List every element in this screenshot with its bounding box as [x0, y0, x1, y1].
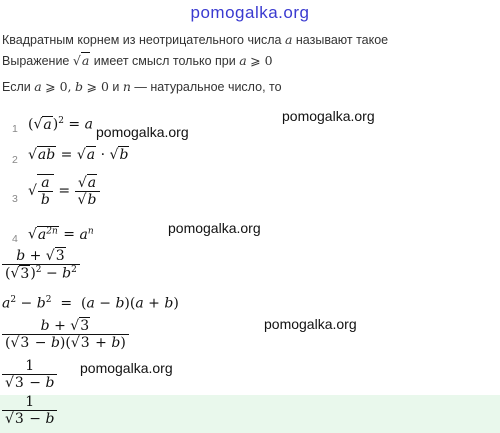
property-number: 2 — [12, 154, 18, 166]
answer-highlight — [0, 395, 500, 433]
expression-4: $\frac{1}{√3 - b}$ — [2, 358, 57, 391]
watermark: pomogalka.org — [168, 220, 261, 236]
watermark: pomogalka.org — [264, 316, 357, 332]
watermark: pomogalka.org — [282, 108, 375, 124]
site-title[interactable]: pomogalka.org — [190, 3, 310, 22]
definition-line-1: Квадратным корнем из неотрицательного числа a называют такое — [2, 32, 389, 47]
expression-3: $\frac{b + √3}{(√3 - b)(√3 + b)}$ — [2, 318, 129, 351]
definition-line-2: Выражение √a имеет смысл только при a ⩾ 0 — [2, 53, 273, 68]
property-number: 4 — [12, 233, 18, 245]
expression-1: $\frac{b + √3}{(√3)^2 - b^2}$ — [2, 248, 80, 282]
watermark: pomogalka.org — [96, 124, 189, 140]
property-2-formula: √ab = √a · √b — [28, 147, 129, 163]
expression-2: $a^2 - b^2 = (a - b)(a + b)$ — [2, 295, 179, 312]
property-number: 3 — [12, 193, 18, 205]
answer-expression: $\frac{1}{√3 - b}$ — [2, 394, 57, 427]
property-4-formula: $√a^{2n} = a^n$ — [28, 226, 94, 243]
property-number: 1 — [12, 123, 18, 135]
watermark: pomogalka.org — [80, 360, 173, 376]
property-3-formula: √ $\frac{a}{b}$ = $\frac{√a}{√b}$ — [28, 174, 100, 208]
property-1-formula: $(√a)^2 = a$ — [28, 116, 93, 133]
definition-line-3: Если a ⩾ 0, b ⩾ 0 и n — натуральное число, то — [2, 79, 282, 94]
